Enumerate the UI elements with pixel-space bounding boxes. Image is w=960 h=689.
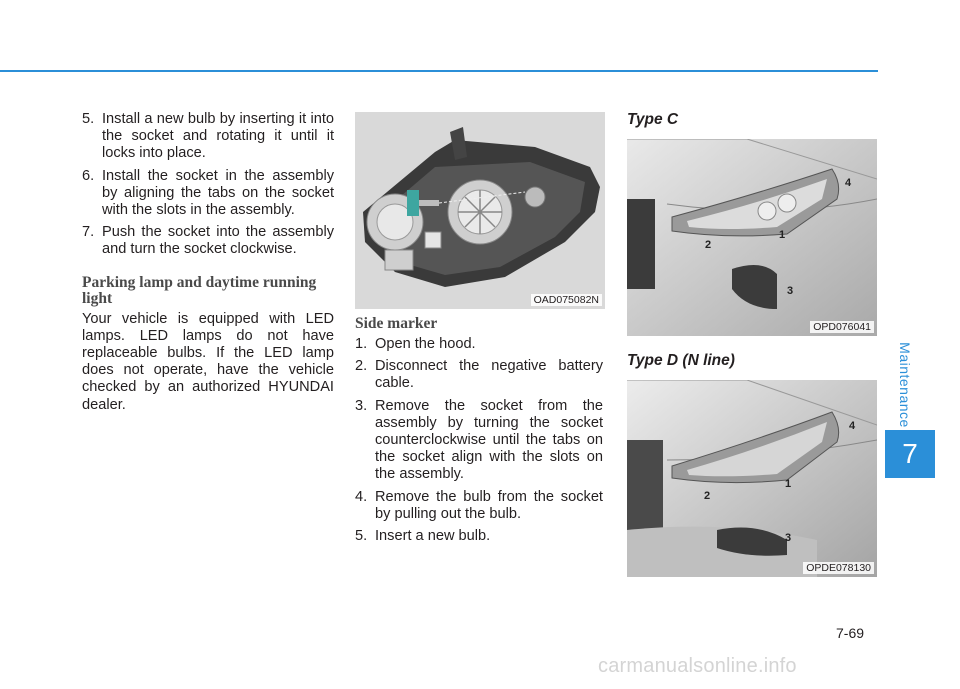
type-d-heading: Type D (N line) [627,352,735,369]
type-d-figure [627,380,877,577]
list-item: 5. Install a new bulb by inserting it into the socket and rotating it until it locks into place. [82,111,334,162]
list-item: 3. Remove the socket from the assembly by turning the socket counterclockwise until the tabs on the socket align with the slots on the assembly. [355,397,603,483]
chapter-number-badge: 7 [885,430,935,478]
header-rule [0,70,878,72]
callout-2: 2 [704,490,711,502]
headlamp-assembly-figure [355,112,605,309]
parking-lamp-body: Your vehicle is equipped with LED lamps. LED lamps do not have replaceable bulbs. If the LED lamp does not operate, have the vehicle checked by an authorized HYUNDAI dealer. [82,310,334,413]
watermark-text: carmanualsonline.info [598,655,797,677]
callout-2: 2 [705,239,712,251]
section-tab-label: Maintenance [897,342,914,428]
type-c-illustration [627,139,877,336]
list-item: 1. Open the hood. [355,336,476,352]
column-left [82,111,334,414]
page-number: 7-69 [836,625,865,641]
callout-4: 4 [845,177,852,189]
type-d-illustration [627,380,877,577]
list-item: 2. Disconnect the negative battery cable. [355,358,603,392]
figure-code: OPD076041 [810,321,874,333]
callout-3: 3 [785,532,792,544]
side-marker-heading: Side marker [355,315,438,332]
figure-code: OAD075082N [531,294,602,306]
list-item: 5. Insert a new bulb. [355,528,491,545]
type-c-figure [627,139,877,336]
column-middle [355,316,603,550]
headlamp-illustration [355,112,605,309]
type-c-heading: Type C [627,111,679,128]
side-marker-steps-list [355,336,603,545]
list-item: 7. Push the socket into the assembly and turn the socket clockwise. [82,224,334,258]
callout-4: 4 [849,420,856,432]
install-steps-list [82,111,334,259]
callout-1: 1 [779,229,786,241]
list-item: 4. Remove the bulb from the socket by pulling out the bulb. [355,488,603,522]
callout-3: 3 [787,285,794,297]
figure-code: OPDE078130 [803,562,874,574]
list-item: 6. Install the socket in the assembly by aligning the tabs on the socket with the slots in the assembly. [82,167,334,219]
parking-lamp-heading: Parking lamp and daytime running light [82,273,317,307]
callout-1: 1 [785,478,792,490]
